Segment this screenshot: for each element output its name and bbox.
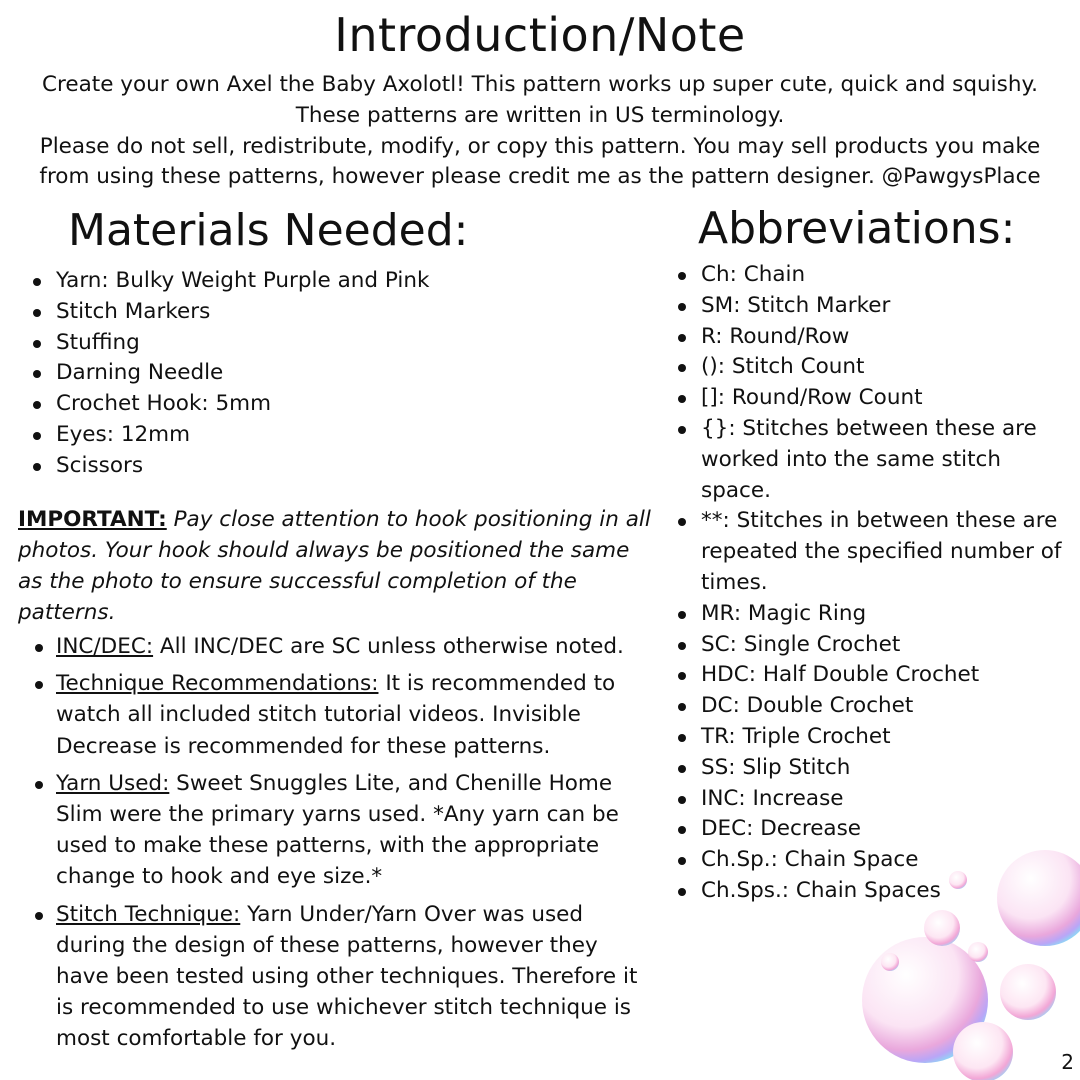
page-title: Introduction/Note	[334, 8, 746, 62]
bubbles-decoration	[850, 840, 1080, 1080]
important-text: Pay close attention to hook positioning in all photos. Your hook should always be positioned the same as the photo to ensure successful completion of the patterns.	[18, 507, 651, 625]
bubble-icon	[953, 1022, 1013, 1080]
list-item: TR: Triple Crochet	[675, 722, 1065, 753]
note-label: Yarn Used:	[56, 770, 170, 796]
notes-list	[30, 631, 650, 1061]
intro-note	[30, 70, 1050, 193]
list-item: DC: Double Crochet	[675, 691, 1065, 722]
note-text: It is recommended to watch all included stitch tutorial videos. Invisible Decrease is recommended for these patterns.	[56, 671, 616, 759]
important-note	[18, 504, 658, 628]
intro-line: Please do not sell, redistribute, modify, or copy this pattern. You may sell products you make	[39, 133, 1041, 159]
intro-line: from using these patterns, however please credit me as the pattern designer. @PawgysPlace	[39, 164, 1041, 190]
list-item: DEC: Decrease	[675, 814, 1065, 845]
list-item: Eyes: 12mm	[30, 420, 429, 451]
list-item: INC: Increase	[675, 784, 1065, 815]
list-item: Darning Needle	[30, 358, 429, 389]
list-item: **: Stitches in between these are repeated the specified number of times.	[675, 506, 1065, 598]
list-item: R: Round/Row	[675, 322, 1065, 353]
intro-line: Create your own Axel the Baby Axolotl! This pattern works up super cute, quick and squishy.	[42, 72, 1038, 97]
materials-list	[30, 266, 429, 482]
list-item	[30, 768, 650, 893]
note-label: Technique Recommendations:	[56, 671, 379, 697]
list-item: SS: Slip Stitch	[675, 753, 1065, 784]
list-item: Scissors	[30, 451, 429, 482]
list-item: Yarn: Bulky Weight Purple and Pink	[30, 266, 429, 297]
list-item: Stitch Markers	[30, 297, 429, 328]
note-label: INC/DEC:	[56, 634, 154, 659]
list-item: Ch.Sp.: Chain Space	[675, 845, 1065, 876]
list-item: {}: Stitches between these are worked into the same stitch space.	[675, 414, 1065, 506]
list-item	[30, 668, 650, 762]
bubble-icon	[949, 871, 967, 889]
bubble-icon	[881, 953, 899, 971]
abbreviations-heading: Abbreviations:	[698, 203, 1016, 254]
list-item: HDC: Half Double Crochet	[675, 660, 1065, 691]
note-text: Yarn Under/Yarn Over was used during the design of these patterns, however they have been tested using other techniques. Therefore it is recommended to use whichever stitch technique is most comfortable for you.	[56, 901, 638, 1052]
list-item	[30, 631, 650, 662]
note-text: Sweet Snuggles Lite, and Chenille Home Slim were the primary yarns used. *Any yarn can be used to make these patterns, with the appropriate change to hook and eye size.*	[56, 770, 619, 890]
bubble-icon	[924, 910, 960, 946]
list-item: Ch: Chain	[675, 260, 1065, 291]
note-label: Stitch Technique:	[56, 901, 241, 927]
intro-line: These patterns are written in US terminology.	[295, 102, 785, 128]
abbreviations-list	[675, 260, 1065, 907]
list-item: []: Round/Row Count	[675, 383, 1065, 414]
list-item: Ch.Sps.: Chain Spaces	[675, 876, 1065, 907]
list-item: Crochet Hook: 5mm	[30, 389, 429, 420]
list-item: MR: Magic Ring	[675, 599, 1065, 630]
note-text: All INC/DEC are SC unless otherwise noted.	[159, 634, 624, 659]
list-item: Stuffing	[30, 328, 429, 359]
list-item: (): Stitch Count	[675, 352, 1065, 383]
list-item: SC: Single Crochet	[675, 630, 1065, 661]
page-number: 2	[1061, 1050, 1074, 1074]
list-item	[30, 899, 650, 1055]
bubble-icon	[968, 942, 988, 962]
materials-heading: Materials Needed:	[68, 205, 469, 256]
important-label: IMPORTANT:	[18, 507, 167, 532]
bubble-icon	[997, 850, 1080, 946]
list-item: SM: Stitch Marker	[675, 291, 1065, 322]
bubble-icon	[1000, 964, 1056, 1020]
